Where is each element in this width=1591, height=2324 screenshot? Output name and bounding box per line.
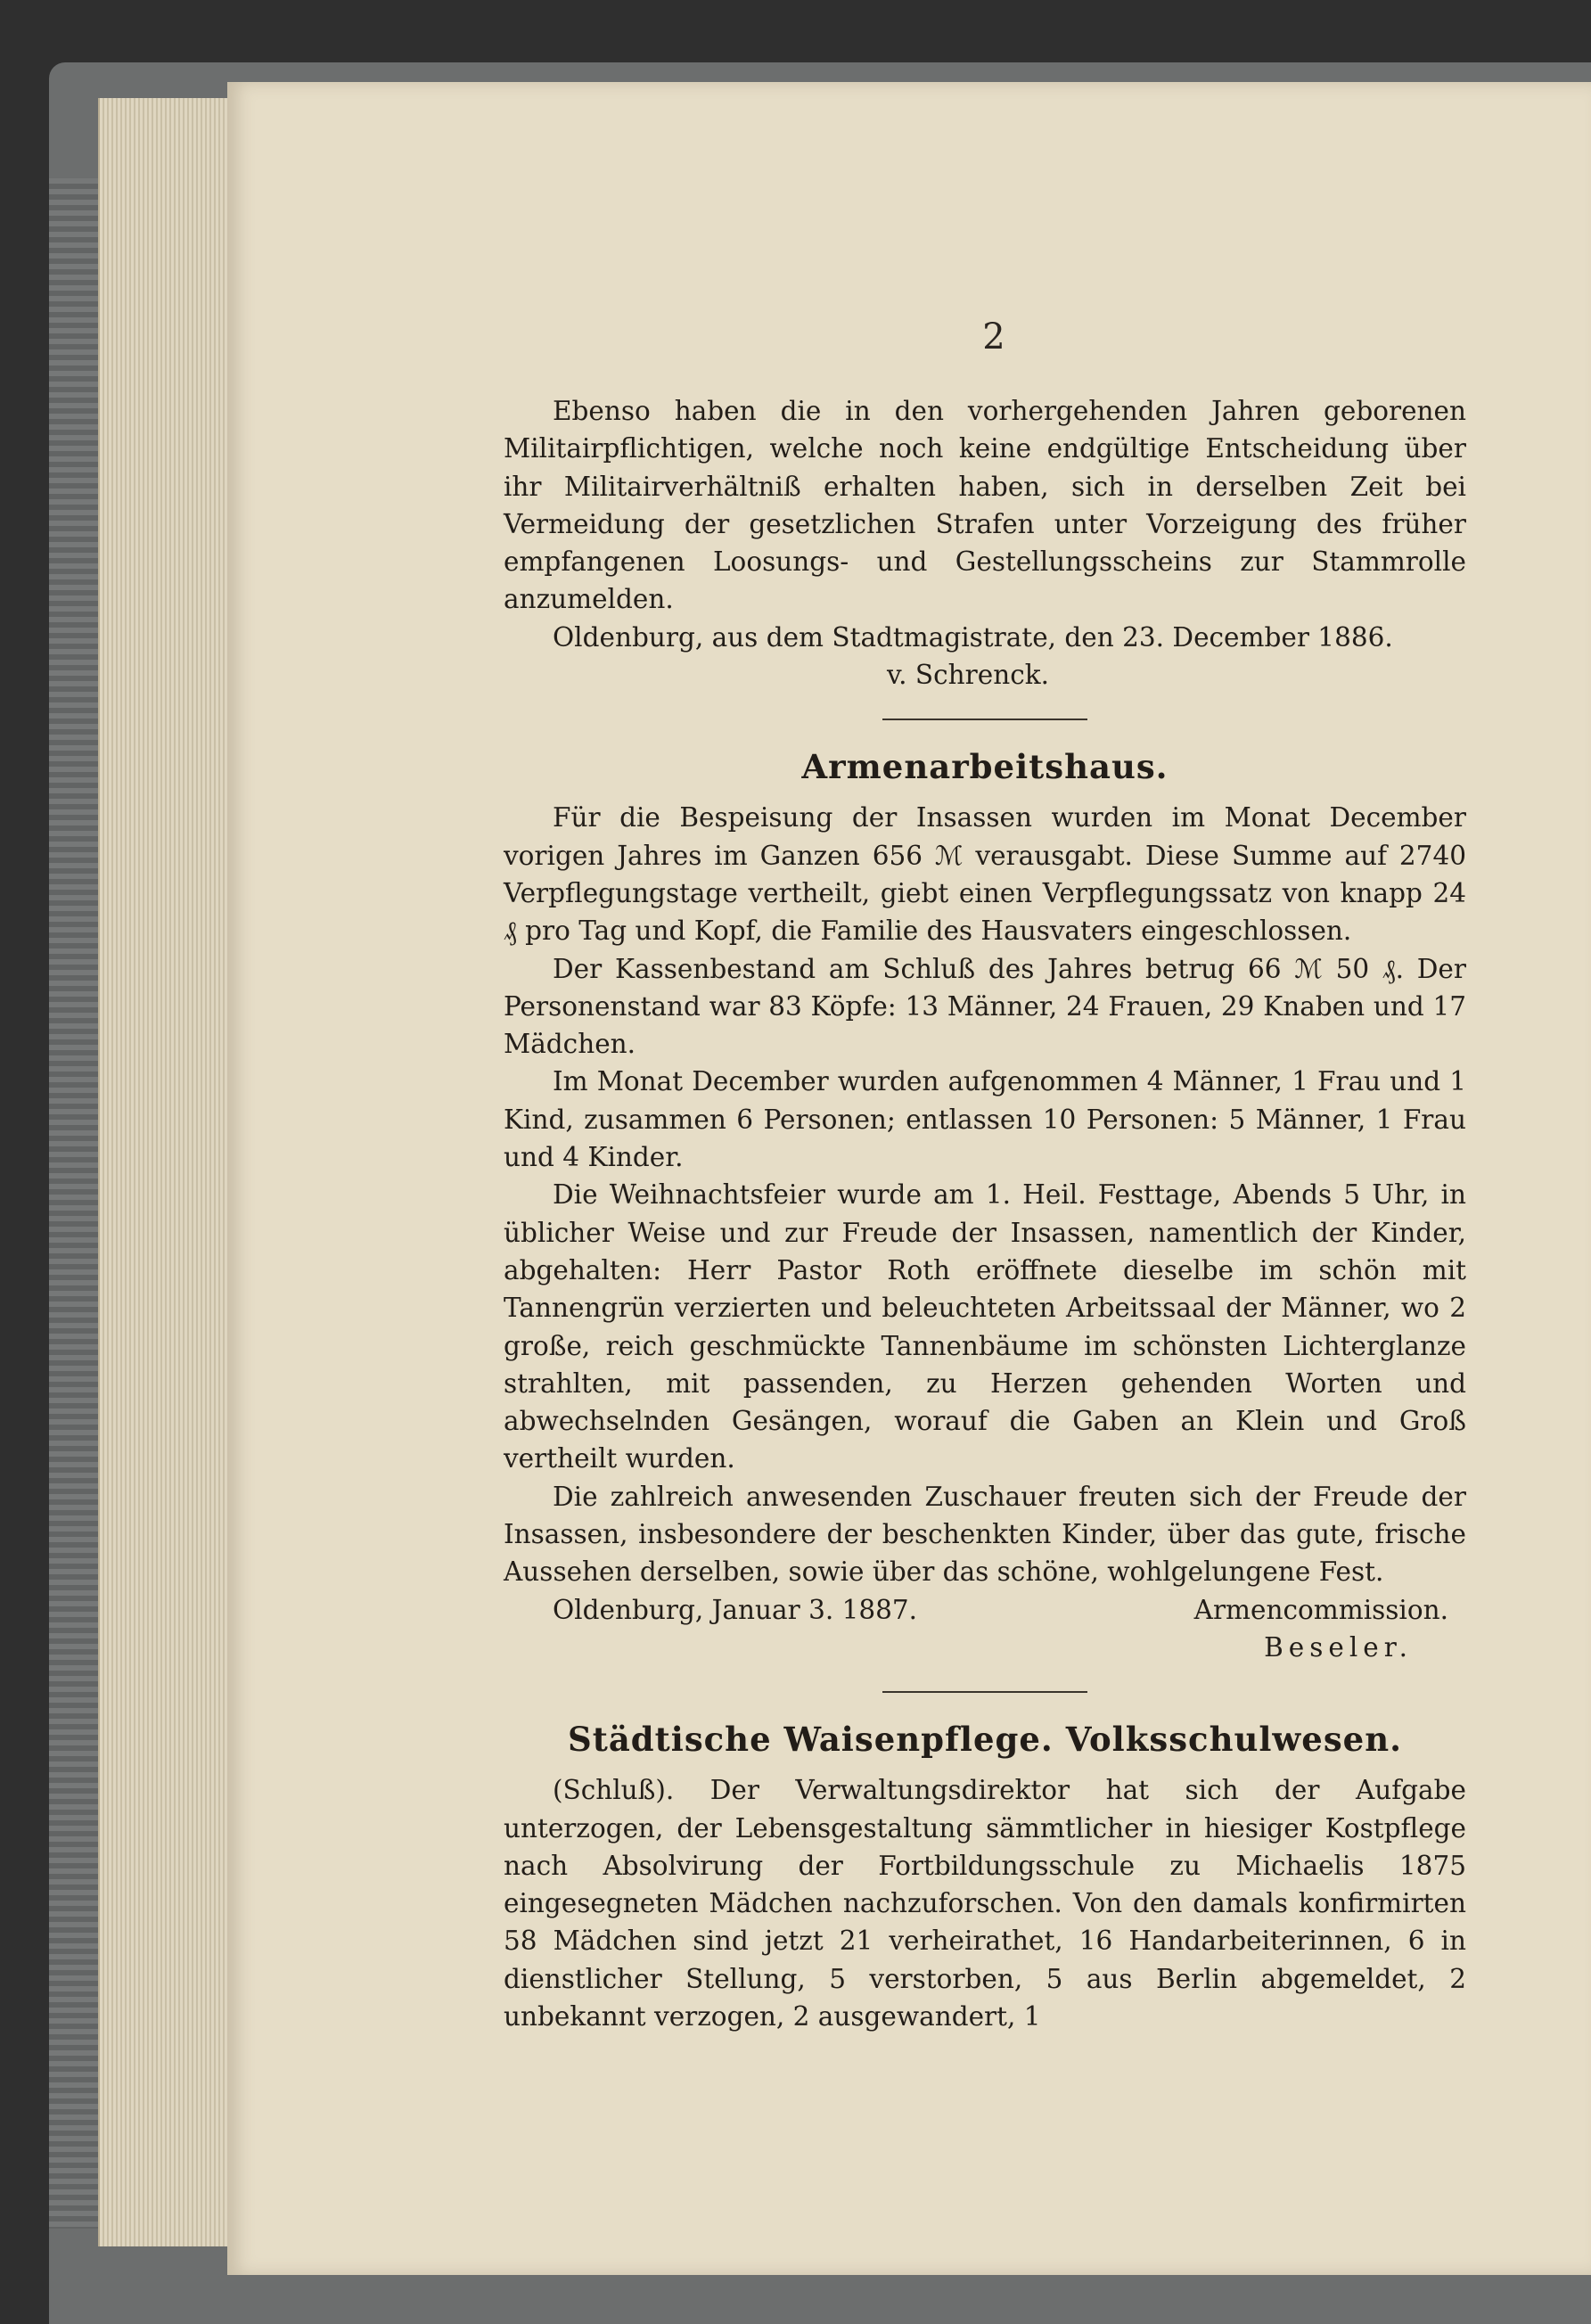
section1-dateline xyxy=(504,619,1466,656)
section2-heading: Armenarbeitshaus. xyxy=(801,747,1169,787)
section3-heading: Städtische Waisenpflege. Volksschulwesen. xyxy=(568,1720,1402,1760)
section2-paragraph-3: Im Monat December wurden aufgenommen 4 Männer, 1 Frau und 1 Kind, zusammen 6 Personen; entlassen 10 Personen: 5 Männer, 1 Frau und 4 Kinder. xyxy=(504,1066,1466,1173)
page-number: 2 xyxy=(982,316,1005,357)
page-text xyxy=(504,392,1466,2035)
section2-dateline xyxy=(504,1591,1466,1629)
section2-commission: Armencommission. xyxy=(1193,1594,1448,1625)
section2-place-date: Oldenburg, Januar 3. 1887. xyxy=(553,1594,918,1625)
page-stack-edge xyxy=(98,98,242,2246)
section2-paragraph-2: Der Kassenbestand am Schluß des Jahres betrug 66 ℳ 50 ₰. Der Personenstand war 83 Köpfe: 13 Männer, 24 Frauen, 29 Knaben und 17 Mädchen. xyxy=(504,953,1466,1060)
book-spine-edge xyxy=(49,178,98,2229)
section2-signature: Beseler. xyxy=(1264,1631,1413,1663)
section2-paragraph-5: Die zahlreich anwesenden Zuschauer freuten sich der Freude der Insassen, insbesondere der beschenkten Kinder, über das gute, frische Aussehen derselben, sowie über das schöne, wohlgelungene Fest. xyxy=(504,1481,1466,1588)
section2-paragraph-4: Die Weihnachtsfeier wurde am 1. Heil. Festtage, Abends 5 Uhr, in üblicher Weise und zur Freude der Insassen, namentlich der Kinder, abgehalten: Herr Pastor Roth eröffnete dieselbe im schön mit Tannengrün verzierten und beleuchteten Arbeitssaal der Männer, wo 2 große, reich geschmückte Tannenbäume im schönsten Lichterglanze strahlten, mit passenden, zu Herzen gehenden Worten und abwechselnden Gesängen, worauf die Gaben an Klein und Groß vertheilt wurden. xyxy=(504,1179,1466,1474)
section1-paragraph: Ebenso haben die in den vorhergehenden Jahren geborenen Militairpflichtigen, welche noch keine endgültige Entscheidung über ihr Militairverhältniß erhalten haben, sich in derselben Zeit bei Vermeidung der gesetzlichen Strafen unter Vorzeigung des früher empfangenen Loosungs- und Gestellungsscheins zur Stammrolle anzumelden. xyxy=(504,396,1466,615)
section-divider xyxy=(882,719,1087,720)
section2-paragraph-1: Für die Bespeisung der Insassen wurden im Monat December vorigen Jahres im Ganzen 656 ℳ verausgabt. Diese Summe auf 2740 Verpflegungstage vertheilt, giebt einen Verpflegungssatz von knapp 24 ₰ pro Tag und Kopf, die Familie des Hausvaters eingeschlossen. xyxy=(504,802,1466,947)
section3-paragraph: (Schluß). Der Verwaltungsdirektor hat sich der Aufgabe unterzogen, der Lebensgestaltung sämmtlicher in hiesiger Kostpflege nach Absolvirung der Fortbildungsschule zu Michaelis 1875 eingesegneten Mädchen nachzuforschen. Von den damals konfirmirten 58 Mädchen sind jetzt 21 verheirathet, 16 Handarbeiterinnen, 6 in dienstlicher Stellung, 5 verstorben, 5 aus Berlin abgemeldet, 2 unbekannt verzogen, 2 ausgewandert, 1 xyxy=(504,1775,1466,2032)
section1-place-date: Oldenburg, aus dem Stadtmagistrate, den 23. December 1886. xyxy=(553,621,1393,653)
section-divider-2 xyxy=(882,1691,1087,1693)
section1-signature: v. Schrenck. xyxy=(887,660,1049,691)
